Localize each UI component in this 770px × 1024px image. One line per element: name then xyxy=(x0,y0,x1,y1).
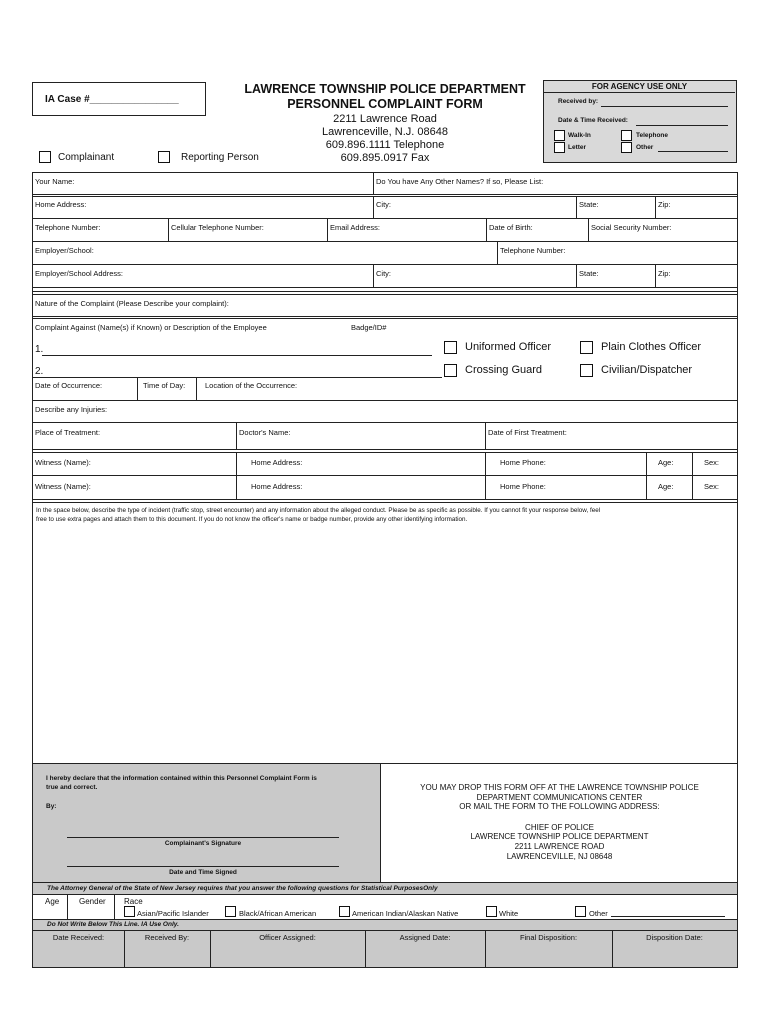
date-of-birth-field[interactable]: Date of Birth: xyxy=(489,223,533,232)
native-label: American Indian/Alaskan Native xyxy=(352,909,459,918)
black-label: Black/African American xyxy=(239,909,317,918)
address-line-2: Lawrenceville, N.J. 08648 xyxy=(322,126,448,138)
walk-in-checkbox[interactable] xyxy=(554,130,565,141)
witness-2-age-field[interactable]: Age: xyxy=(658,482,674,491)
form-title: PERSONNEL COMPLAINT FORM xyxy=(287,97,483,111)
officer-assigned-field[interactable]: Officer Assigned: xyxy=(259,933,316,942)
signature-line[interactable] xyxy=(67,837,339,838)
state-field[interactable]: State: xyxy=(579,200,599,209)
employee-line-2-label: 2. xyxy=(35,366,44,377)
black-checkbox[interactable] xyxy=(225,906,236,917)
plain-clothes-officer-checkbox[interactable] xyxy=(580,341,593,354)
native-checkbox[interactable] xyxy=(339,906,350,917)
witness-1-name-field[interactable]: Witness (Name): xyxy=(35,458,91,467)
first-treatment-date-field[interactable]: Date of First Treatment: xyxy=(488,428,567,437)
declaration-text-2: true and correct. xyxy=(46,784,98,791)
statistics-notice: The Attorney General of the State of New Jersey requires that you answer the following questions for Statistical PurposesOnly xyxy=(47,885,438,892)
employer-city-field[interactable]: City: xyxy=(376,269,391,278)
mail-info-line-6: 2211 LAWRENCE ROAD xyxy=(514,841,605,851)
witness-1-phone-field[interactable]: Home Phone: xyxy=(500,458,546,467)
assigned-date-field[interactable]: Assigned Date: xyxy=(399,933,451,942)
complaint-against-label: Complaint Against (Name(s) if Known) or Description of the Employee xyxy=(35,323,267,332)
civilian-dispatcher-label: Civilian/Dispatcher xyxy=(601,364,693,376)
disposition-date-field[interactable]: Disposition Date: xyxy=(646,933,703,942)
reporting-person-checkbox[interactable] xyxy=(158,151,170,163)
telephone-line: 609.896.1111 Telephone xyxy=(325,139,445,151)
employer-state-field[interactable]: State: xyxy=(579,269,599,278)
letter-checkbox[interactable] xyxy=(554,142,565,153)
narrative-textarea[interactable] xyxy=(34,528,736,762)
employer-telephone-field[interactable]: Telephone Number: xyxy=(500,246,566,255)
time-of-day-field[interactable]: Time of Day: xyxy=(143,381,186,390)
final-disposition-field[interactable]: Final Disposition: xyxy=(519,933,578,942)
date-time-signed-label: Date and Time Signed xyxy=(169,869,237,876)
fax-line: 609.895.0917 Fax xyxy=(340,152,430,164)
date-time-received-label: Date & Time Received: xyxy=(558,117,628,124)
place-of-treatment-field[interactable]: Place of Treatment: xyxy=(35,428,101,437)
witness-1-age-field[interactable]: Age: xyxy=(658,458,674,467)
complainant-checkbox[interactable] xyxy=(39,151,51,163)
other-race-input[interactable] xyxy=(611,916,725,917)
complainant-label: Complainant xyxy=(58,152,115,163)
asian-label: Asian/Pacific Islander xyxy=(137,909,209,918)
mail-info-line-4: CHIEF OF POLICE xyxy=(525,822,594,832)
ia-use-notice: Do Not Write Below This Line. IA Use Only. xyxy=(47,921,179,928)
civilian-dispatcher-checkbox[interactable] xyxy=(580,364,593,377)
employee-line-1-input[interactable] xyxy=(42,355,432,356)
other-checkbox[interactable] xyxy=(621,142,632,153)
mail-info-line-5: LAWRENCE TOWNSHIP POLICE DEPARTMENT xyxy=(470,832,649,842)
ia-case-box[interactable] xyxy=(32,82,206,116)
agency-use-box xyxy=(543,80,737,163)
race-label: Race xyxy=(124,897,143,906)
department-title: LAWRENCE TOWNSHIP POLICE DEPARTMENT xyxy=(244,82,526,96)
cellular-telephone-field[interactable]: Cellular Telephone Number: xyxy=(171,223,264,232)
crossing-guard-label: Crossing Guard xyxy=(465,364,543,376)
agency-use-title: FOR AGENCY USE ONLY xyxy=(591,82,688,91)
employer-address-field[interactable]: Employer/School Address: xyxy=(35,269,123,278)
witness-2-phone-field[interactable]: Home Phone: xyxy=(500,482,546,491)
telephone-number-field[interactable]: Telephone Number: xyxy=(35,223,101,232)
ssn-field[interactable]: Social Security Number: xyxy=(591,223,672,232)
zip-field[interactable]: Zip: xyxy=(658,200,671,209)
your-name-field[interactable]: Your Name: xyxy=(35,177,75,186)
email-address-field[interactable]: Email Address: xyxy=(330,223,381,232)
received-by-field[interactable]: Received By: xyxy=(144,933,190,942)
mail-info-block xyxy=(381,783,738,861)
declaration-text-1: I hereby declare that the information contained within this Personnel Complaint Form is xyxy=(46,775,317,782)
signature-label: Complainant's Signature xyxy=(164,840,242,847)
employer-zip-field[interactable]: Zip: xyxy=(658,269,671,278)
asian-checkbox[interactable] xyxy=(124,906,135,917)
received-by-label: Received by: xyxy=(558,98,599,105)
white-checkbox[interactable] xyxy=(486,906,497,917)
nature-of-complaint-field[interactable]: Nature of the Complaint (Please Describe your complaint): xyxy=(35,299,229,308)
doctor-name-field[interactable]: Doctor's Name: xyxy=(239,428,291,437)
witness-2-sex-field[interactable]: Sex: xyxy=(704,482,720,491)
telephone-checkbox[interactable] xyxy=(621,130,632,141)
witness-1-address-field[interactable]: Home Address: xyxy=(251,458,303,467)
uniformed-officer-checkbox[interactable] xyxy=(444,341,457,354)
other-label: Other xyxy=(636,144,654,151)
mail-info-line-7: LAWRENCEVILLE, NJ 08648 xyxy=(506,851,613,861)
mail-info-line-2: DEPARTMENT COMMUNICATIONS CENTER xyxy=(476,792,643,802)
crossing-guard-checkbox[interactable] xyxy=(444,364,457,377)
narrative-instructions-2: free to use extra pages and attach them to this document. If you do not know the officer's name or badge number, provide any other identifying information. xyxy=(36,516,468,523)
walk-in-label: Walk-In xyxy=(568,132,591,139)
injuries-field[interactable]: Describe any Injuries: xyxy=(35,405,108,414)
city-field[interactable]: City: xyxy=(376,200,391,209)
date-time-signed-line[interactable] xyxy=(67,866,339,867)
badge-id-label: Badge/ID# xyxy=(351,323,387,332)
witness-2-address-field[interactable]: Home Address: xyxy=(251,482,303,491)
ia-case-label: IA Case #________________ xyxy=(45,94,179,105)
gender-label: Gender xyxy=(79,897,106,906)
mail-info-line-3: OR MAIL THE FORM TO THE FOLLOWING ADDRESS: xyxy=(459,802,660,812)
other-race-label: Other xyxy=(589,909,608,918)
other-race-checkbox[interactable] xyxy=(575,906,586,917)
employee-line-1-label: 1. xyxy=(35,344,44,355)
letter-label: Letter xyxy=(568,144,587,151)
other-names-field[interactable]: Do You have Any Other Names? If so, Please List: xyxy=(376,177,544,186)
white-label: White xyxy=(499,909,519,918)
uniformed-officer-label: Uniformed Officer xyxy=(465,341,551,353)
declaration-by-label: By: xyxy=(46,803,57,810)
reporting-person-label: Reporting Person xyxy=(181,152,259,163)
witness-2-name-field[interactable]: Witness (Name): xyxy=(35,482,91,491)
home-address-field[interactable]: Home Address: xyxy=(35,200,87,209)
narrative-instructions-1: In the space below, describe the type of incident (traffic stop, street encounter) and any information about the alleged conduct. Please be as specific as possible. If you cannot fit your response below, feel xyxy=(36,507,601,514)
telephone-label: Telephone xyxy=(636,132,669,139)
age-label: Age xyxy=(45,897,60,906)
location-of-occurrence-field[interactable]: Location of the Occurrence: xyxy=(205,381,298,390)
plain-clothes-officer-label: Plain Clothes Officer xyxy=(601,341,702,353)
employer-school-field[interactable]: Employer/School: xyxy=(35,246,94,255)
mail-info-line-1: YOU MAY DROP THIS FORM OFF AT THE LAWRENCE TOWNSHIP POLICE xyxy=(420,783,699,792)
date-received-field[interactable]: Date Received: xyxy=(52,933,105,942)
date-of-occurrence-field[interactable]: Date of Occurrence: xyxy=(35,381,103,390)
address-line-1: 2211 Lawrence Road xyxy=(333,113,437,125)
witness-1-sex-field[interactable]: Sex: xyxy=(704,458,720,467)
